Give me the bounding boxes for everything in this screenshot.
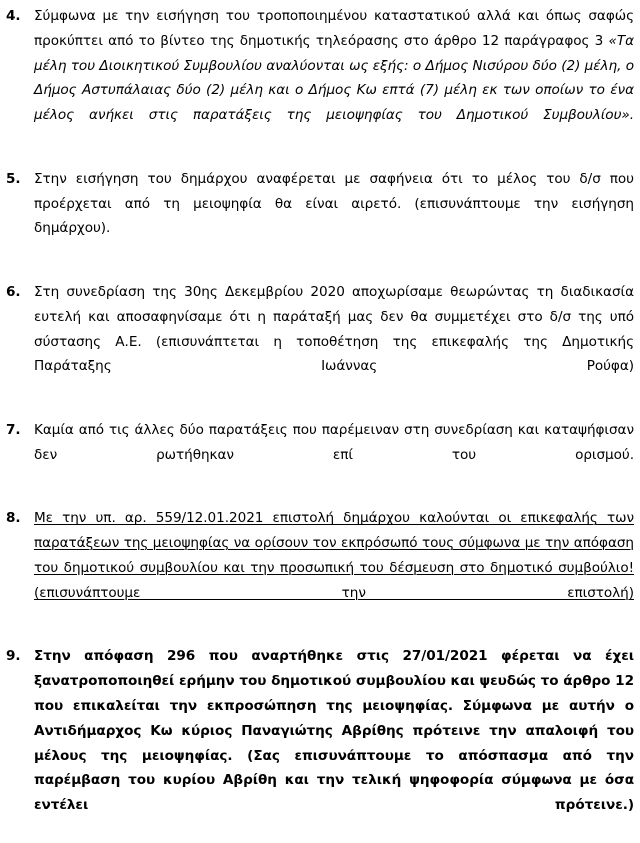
list-item: [6, 4, 634, 153]
list-item: [6, 280, 634, 404]
list-item-text: [34, 418, 634, 492]
list-item-number: 7.: [6, 421, 21, 438]
text-segment: Καμία από τις άλλες δύο παρατάξεις που παρέμειναν στη συνεδρίαση και καταψήφισαν δεν ρωτήθηκαν επί του ορισμού.: [34, 421, 634, 463]
list-item-number: 8.: [6, 510, 21, 527]
list-item: [6, 418, 634, 492]
numbered-list: [6, 4, 634, 843]
text-segment: Στην εισήγηση του δημάρχου αναφέρεται με σαφήνεια ότι το μέλος του δ/σ που προέρχεται από τη μειοψηφία θα είναι αιρετό. (επισυνάπτουμε την εισήγηση δημάρχου).: [34, 170, 634, 237]
list-item: [6, 167, 634, 266]
text-segment: Στη συνεδρίαση της 30ης Δεκεμβρίου 2020 αποχωρίσαμε θεωρώντας τη διαδικασία ευτελή και αποσαφηνίσαμε ότι η παράταξή μας δεν θα συμμετέχει στο δ/σ της υπό σύστασης Α.Ε. (επισυνάπτεται η τοποθέτηση της επικεφαλής της Δημοτικής Παράταξης Ιωάννας Ρούφα): [34, 283, 634, 375]
list-item-text: [34, 4, 634, 153]
text-segment: Στην απόφαση 296 που αναρτήθηκε στις 27/01/2021 φέρεται να έχει ξανατροποποιηθεί ερήμην του δημοτικού συμβουλίου και ψευδώς το άρθρο 12 που επικαλείται την εκπροσώπηση της μειοψηφίας. Σύμφωνα με αυτήν ο Αντιδήμαρχος Κω κύριος Παναγιώτης Αβρίθης πρότεινε την απαλοιφή του μέλους της μειοψηφίας. (Σας επισυνάπτουμε το απόσπασμα από την παρέμβαση του κυρίου Αβρίθη και την τελική ψηφοφορία σύμφωνα με όσα εντέλει πρότεινε.): [34, 648, 634, 814]
text-segment: Σύμφωνα με την εισήγηση του τροποποιημένου καταστατικού αλλά και όπως σαφώς προκύπτει από το βίντεο της δημοτικής τηλεόρασης στο άρθρο 12 παράγραφος 3: [34, 8, 634, 49]
list-item-number: 5.: [6, 170, 21, 187]
list-item-text: [34, 167, 634, 266]
list-item-text: [34, 280, 634, 404]
list-item: [6, 644, 634, 842]
list-item: [6, 506, 634, 630]
list-item-text: [34, 506, 634, 630]
list-item-number: 4.: [6, 8, 21, 24]
list-item-number: 9.: [6, 648, 21, 665]
text-segment: Με την υπ. αρ. 559/12.01.2021 επιστολή δημάρχου καλούνται οι επικεφαλής των παρατάξεων της μειοψηφίας να ορίσουν τον εκπρόσωπό τους σύμφωνα με την απόφαση του δημοτικού συμβουλίου και την προσωπική του δέσμευση στο δημοτικό συμβούλιο! (επισυνάπτουμε την επιστολή): [34, 510, 634, 601]
list-item-text: [34, 644, 634, 842]
list-item-number: 6.: [6, 283, 21, 300]
text-segment: «Τα μέλη του Διοικητικού Συμβουλίου αναλύονται ως εξής: ο Δήμος Νισύρου δύο (2) μέλη, ο Δήμος Αστυπάλαιας δύο (2) μέλη και ο Δήμος Κω επτά (7) μέλη εκ των οποίων το ένα μέλος ανήκει στις παρατάξεις της μειοψηφίας του Δημοτικού Συμβουλίου».: [34, 32, 634, 124]
